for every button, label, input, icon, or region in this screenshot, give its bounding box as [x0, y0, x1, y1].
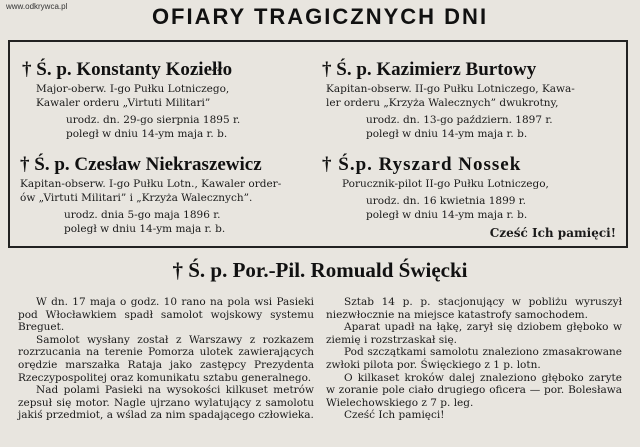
obituary-nossek: [322, 153, 622, 240]
article-paragraph: O kilkaset kroków dalej znaleziono głęboko zaryte w zoranie pole ciało drugiego oficera — por. Bolesława Wielechowskiego z 7 p. leg.: [326, 371, 622, 409]
obituary-name: † Ś.p. Ryszard Nossek: [322, 154, 522, 175]
obituary-died: poległ w dniu 14-ym maja r. b.: [366, 209, 528, 221]
obituary-born: urodz. dn. 29-go sierpnia 1895 r.: [66, 114, 241, 126]
headline: OFIARY TRAGICZNYCH DNI: [151, 4, 489, 29]
obituary-died: poległ w dniu 14-ym maja r. b.: [64, 223, 226, 235]
obituary-born: urodz. dn. 16 kwietnia 1899 r.: [366, 195, 527, 207]
article-paragraph: Cześć Ich pamięci!: [344, 409, 445, 422]
obituary-died: poległ w dniu 14-ym maja r. b.: [66, 128, 228, 140]
obituary-name: † Ś. p. Czesław Niekraszewicz: [20, 154, 262, 175]
article-paragraph: Aparat upadł na łąkę, zarył się dziobem głęboko w ziemię i rozstrzaskał się.: [326, 321, 622, 346]
article-paragraph: Sztab 14 p. p. stacjonujący w pobliżu wyruszył niezwłocznie na miejsce katastrofy samochodem.: [326, 296, 622, 321]
obituary-rank: Kapitan-obserw. II-go Pułku Lotniczego, Kawa-: [326, 83, 575, 95]
article-column-right: [326, 296, 622, 422]
article-paragraph: W dn. 17 maja o godz. 10 rano na pola wsi Pasieki pod Włocławkiem spadł samolot wojskowy systemu Breguet.: [18, 296, 314, 334]
obituary-born: urodz. dnia 5-go maja 1896 r.: [64, 209, 221, 221]
obituary-burtowy: [322, 58, 622, 141]
obituary-rank: Major-oberw. I-go Pułku Lotniczego,: [36, 83, 230, 95]
honor-line: Cześć Ich pamięci!: [489, 226, 616, 240]
obituary-name: † Ś. p. Konstanty Koziełło: [22, 59, 233, 80]
memorial-title: † Ś. p. Por.-Pil. Romuald Święcki: [172, 258, 468, 282]
article-paragraph: Nad polami Pasieki na wysokości kilkuset metrów zepsuł się motor. Nagle ujrzano wylatujący z samolotu jakiś przedmiot, a wślad za nim spadającego człowieka.: [18, 384, 314, 422]
obituary-rank: Kawaler orderu „Virtuti Militari”: [36, 97, 211, 109]
obituary-born: urodz. dn. 13-go październ. 1897 r.: [366, 114, 553, 126]
article-column-left: [18, 296, 314, 422]
obituary-kozielo: [22, 58, 322, 141]
article-paragraph: Pod szczątkami samolotu znaleziono zmasakrowane zwłoki pilota por. Święckiego z 1 p. lotn.: [326, 346, 622, 371]
obituary-name: † Ś. p. Kazimierz Burtowy: [322, 59, 537, 80]
obituary-rank: ler orderu „Krzyża Walecznych” dwukrotny,: [326, 97, 559, 109]
watermark: www.odkrywca.pl: [6, 2, 68, 11]
obituary-died: poległ w dniu 14-ym maja r. b.: [366, 128, 528, 140]
obituary-niekraszewicz: [20, 153, 320, 236]
obituary-rank: Porucznik-pilot II-go Pułku Lotniczego,: [342, 178, 549, 190]
article-paragraph: Samolot wysłany został z Warszawy z rozkazem rozrzucania na terenie Pomorza ulotek zawierających orędzie marszałka Rataja jako zastępcy Prezydenta Rzeczypospolitej oraz komunikatu sztabu generalnego.: [18, 333, 314, 384]
obituary-rank: Kapitan-obserw. I-go Pułku Lotn., Kawaler order-: [20, 178, 282, 190]
obituary-rank: ów „Virtuti Militari” i „Krzyża Walecznych”.: [20, 192, 253, 204]
